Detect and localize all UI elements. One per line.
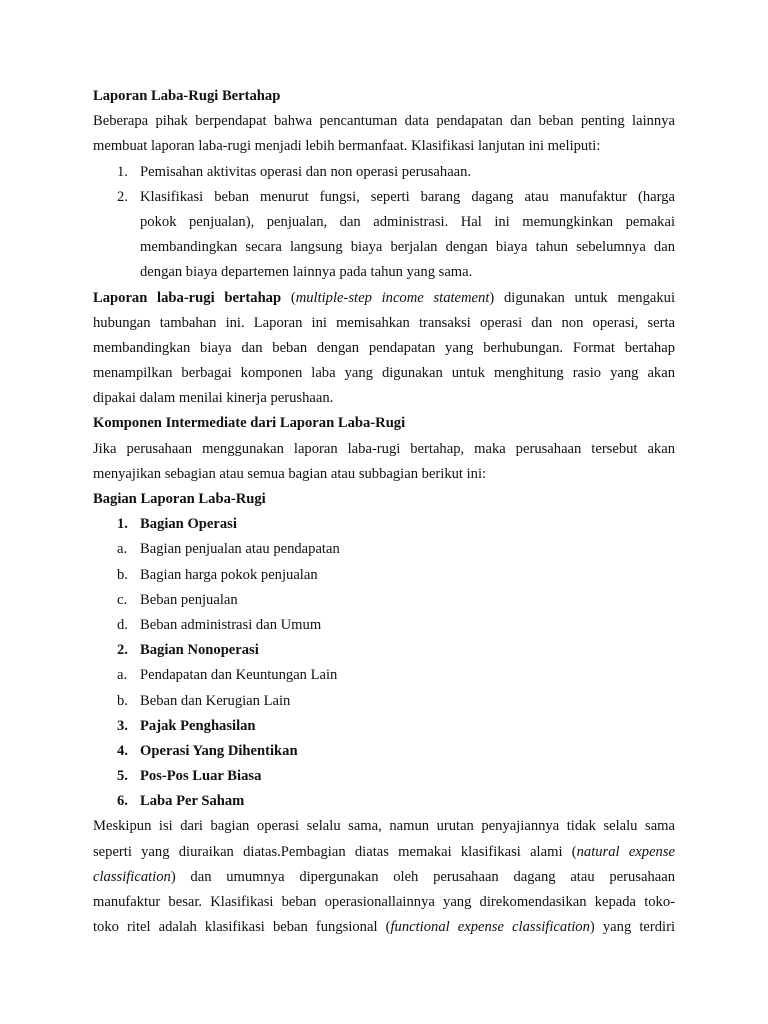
numbered-item-1	[93, 160, 675, 185]
section-item	[93, 764, 675, 789]
section-label: Bagian Operasi	[140, 516, 237, 533]
paragraph-line: menyajikan sebagian atau semua bagian atau subbagian berikut ini:	[93, 465, 487, 482]
paragraph-line	[93, 286, 675, 311]
list-marker: b.	[117, 692, 128, 709]
subsection-label: Beban administrasi dan Umum	[140, 616, 322, 633]
heading-komponen-intermediate: Komponen Intermediate dari Laporan Laba-Rugi	[93, 415, 406, 432]
paragraph-line	[93, 915, 675, 940]
paragraph-line: Jika perusahaan menggunakan laporan laba-rugi bertahap, maka perusahaan tersebut akan	[93, 440, 675, 457]
subsection-label: Bagian penjualan atau pendapatan	[140, 541, 340, 558]
section-item	[93, 789, 675, 814]
numbered-item-2	[93, 185, 675, 286]
section-label: Bagian Nonoperasi	[140, 642, 259, 659]
list-item-text: pokok penjualan), penjualan, dan administrasi. Hal ini memungkinkan pemakai	[140, 213, 675, 230]
subsection-label: Beban dan Kerugian Lain	[140, 692, 291, 709]
section-item	[93, 714, 675, 739]
document-body	[93, 84, 675, 940]
section-item	[93, 638, 675, 663]
list-marker: 1.	[117, 516, 128, 533]
subsection-label: Bagian harga pokok penjualan	[140, 566, 318, 583]
text-fragment: ) dan umumnya dipergunakan oleh perusahaan dagang atau perusahaan	[170, 868, 675, 885]
list-marker: a.	[117, 667, 128, 684]
list-item-text: dengan biaya departemen lainnya pada tahun yang sama.	[140, 264, 473, 281]
paragraph-line: Meskipun isi dari bagian operasi selalu sama, namun urutan penyajiannya tidak selalu sama	[93, 818, 675, 835]
paragraph-line	[93, 865, 675, 890]
bold-term: Laporan laba-rugi bertahap	[93, 289, 282, 306]
list-marker: 2.	[117, 188, 128, 205]
text-fragment: toko ritel adalah klasifikasi beban fungsional (	[93, 919, 391, 936]
list-item-text: membandingkan secara langsung biaya berjalan dengan biaya tahun sebelumnya dan	[140, 239, 675, 256]
section-item	[93, 739, 675, 764]
list-marker: 3.	[117, 717, 128, 734]
subsection-item	[93, 588, 675, 613]
italic-term: natural expense	[576, 843, 676, 860]
section-label: Laba Per Saham	[140, 793, 245, 810]
list-marker: d.	[117, 616, 128, 633]
text-fragment: ) yang terdiri	[589, 919, 676, 936]
italic-term: functional expense classification	[390, 919, 590, 936]
paragraph-line: manufaktur besar. Klasifikasi beban operasionallainnya yang direkomendasikan kepada toko-	[93, 894, 675, 910]
list-marker: 2.	[117, 642, 128, 659]
paragraph-line: menampilkan berbagai komponen laba yang digunakan untuk menghitung rasio yang akan	[93, 365, 675, 382]
paragraph-line: dipakai dalam menilai kinerja perushaan.	[93, 390, 334, 407]
list-marker: 5.	[117, 768, 128, 785]
list-item-text: Pemisahan aktivitas operasi dan non operasi perusahaan.	[140, 163, 472, 180]
list-marker: 1.	[117, 163, 128, 180]
text-fragment: seperti yang diuraikan diatas.Pembagian diatas memakai klasifikasi alami (	[93, 843, 577, 860]
paragraph-line	[93, 840, 675, 865]
text-fragment: (	[281, 289, 296, 306]
paragraph-line: hubungan tambahan ini. Laporan ini memisahkan transaksi operasi dan non operasi, serta	[93, 314, 675, 331]
heading-bagian-laporan: Bagian Laporan Laba-Rugi	[93, 491, 266, 507]
section-label: Pos-Pos Luar Biasa	[140, 768, 262, 785]
text-fragment: ) digunakan untuk mengakui	[489, 289, 675, 306]
italic-term: multiple-step income statement	[295, 289, 490, 306]
list-marker: 4.	[117, 742, 128, 759]
list-marker: c.	[117, 591, 128, 608]
list-marker: b.	[117, 566, 128, 583]
subsection-label: Beban penjualan	[140, 591, 238, 608]
subsection-item	[93, 613, 675, 638]
heading-laporan-bertahap: Laporan Laba-Rugi Bertahap	[93, 88, 281, 104]
subsection-item	[93, 537, 675, 562]
list-marker: a.	[117, 541, 128, 558]
subsection-item	[93, 689, 675, 714]
paragraph-line: membuat laporan laba-rugi menjadi lebih bermanfaat. Klasifikasi lanjutan ini meliputi:	[93, 138, 601, 155]
list-item-text: Klasifikasi beban menurut fungsi, seperti barang dagang atau manufaktur (harga	[140, 188, 675, 205]
subsection-label: Pendapatan dan Keuntungan Lain	[140, 667, 338, 684]
subsection-item	[93, 563, 675, 588]
section-label: Pajak Penghasilan	[140, 717, 256, 734]
subsection-item	[93, 663, 675, 688]
section-item	[93, 512, 675, 537]
section-label: Operasi Yang Dihentikan	[140, 742, 298, 759]
paragraph-line: membandingkan biaya dan beban dengan pendapatan yang berhubungan. Format bertahap	[93, 339, 675, 356]
list-marker: 6.	[117, 793, 128, 810]
paragraph-line: Beberapa pihak berpendapat bahwa pencantuman data pendapatan dan beban penting lainnya	[93, 113, 675, 130]
italic-term: classification	[93, 868, 171, 885]
